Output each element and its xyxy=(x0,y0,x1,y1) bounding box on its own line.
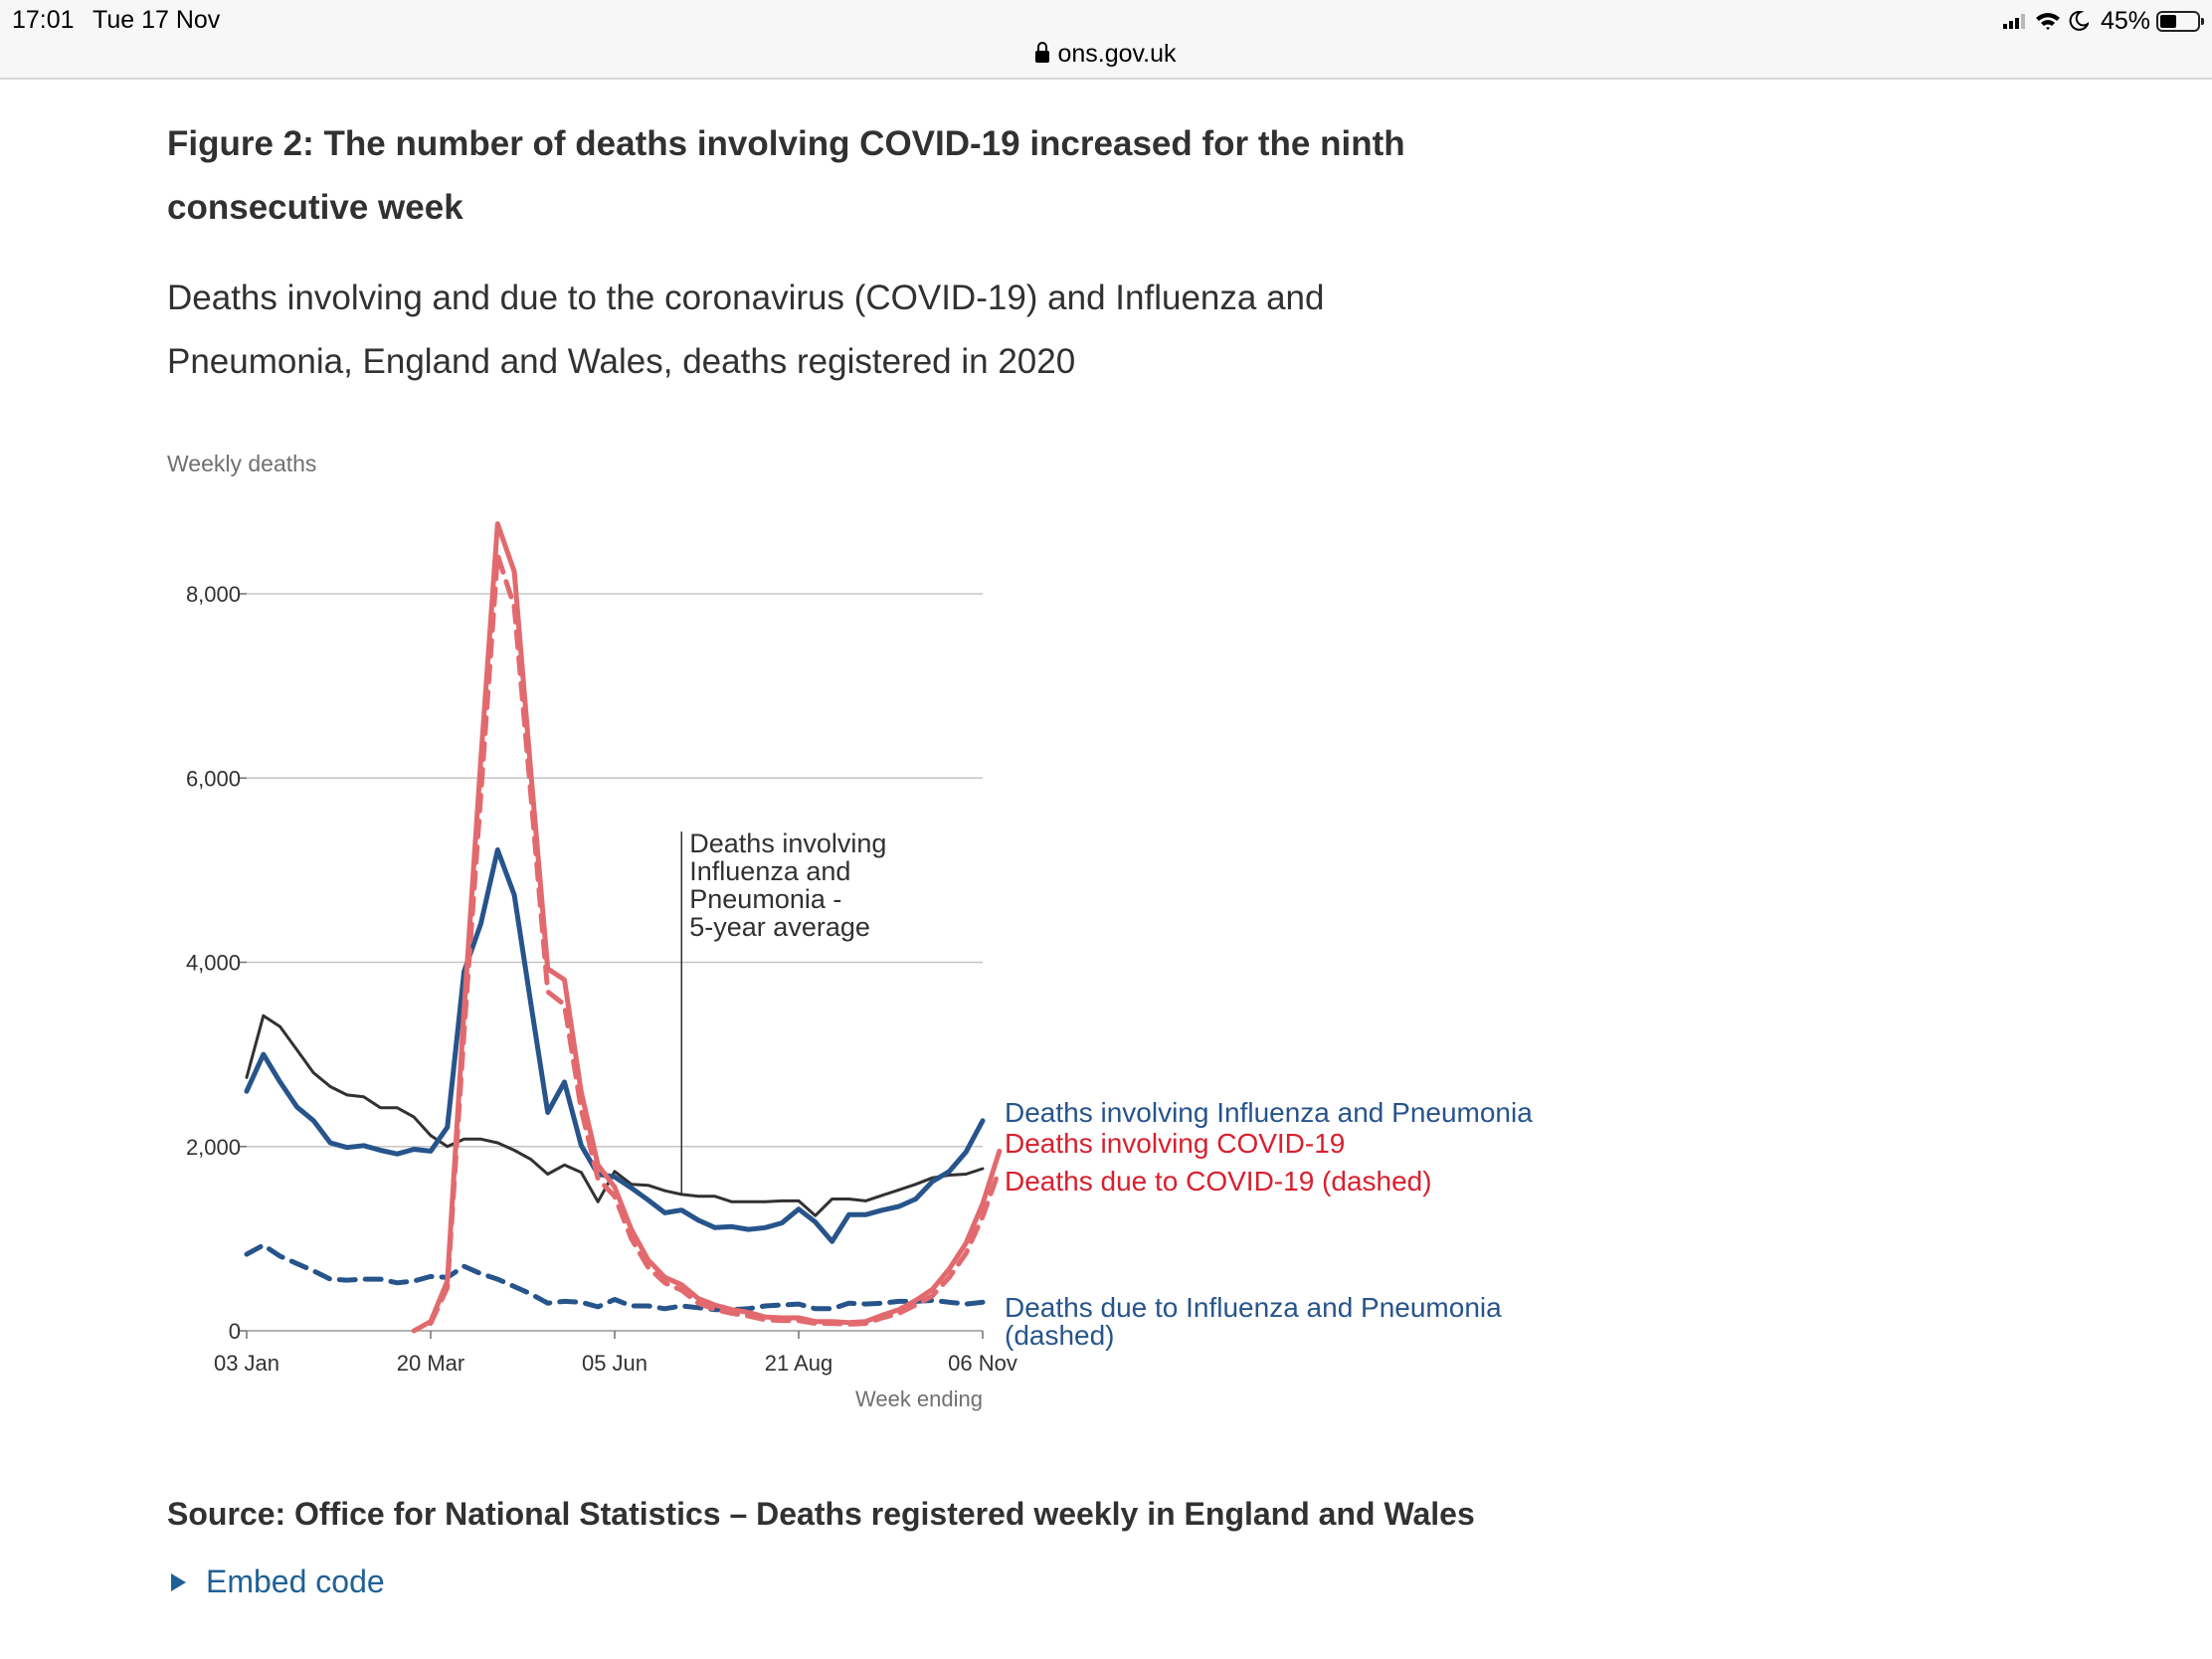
y-tick-label: 2,000 xyxy=(185,1134,241,1160)
moon-icon xyxy=(2069,11,2089,31)
x-tick-label: 05 Jun xyxy=(581,1351,648,1376)
y-tick-label: 8,000 xyxy=(185,582,241,607)
x-tick-label: 20 Mar xyxy=(396,1351,465,1376)
series-line-flu-due xyxy=(247,1245,983,1310)
embed-code-label: Embed code xyxy=(206,1564,385,1599)
triangle-right-icon xyxy=(171,1573,186,1591)
status-time: 17:01 xyxy=(12,6,75,34)
y-tick-label: 6,000 xyxy=(185,766,241,792)
x-tick-label: 06 Nov xyxy=(948,1351,1017,1376)
annotation-text: 5-year average xyxy=(689,912,870,942)
signal-icon xyxy=(2003,13,2025,29)
y-tick-label: 0 xyxy=(228,1319,241,1344)
x-tick-label: 21 Aug xyxy=(764,1351,833,1376)
y-axis-label: Weekly deaths xyxy=(167,451,317,476)
legend-label: (dashed) xyxy=(1005,1320,1115,1351)
legend-label: Deaths involving COVID-19 xyxy=(1005,1128,1346,1159)
url-text: ons.gov.uk xyxy=(1057,40,1177,68)
legend-label: Deaths involving Influenza and Pneumonia xyxy=(1005,1097,1533,1128)
series-line-covid-involving xyxy=(414,524,1000,1331)
embed-code-toggle[interactable] xyxy=(171,1564,385,1600)
figure-subtitle: Deaths involving and due to the coronavirus (COVID-19) and Influenza and Pneumonia, England and Wales, deaths registered in 2020 xyxy=(167,278,1325,381)
status-indicators xyxy=(2003,6,2200,36)
series-line-covid-due xyxy=(431,555,1000,1324)
battery-percent: 45% xyxy=(2100,6,2150,35)
annotation-text: Influenza and xyxy=(689,856,851,886)
y-tick-label: 4,000 xyxy=(185,950,241,976)
status-bar xyxy=(0,0,2212,80)
lock-icon xyxy=(1035,51,1049,63)
battery-icon xyxy=(2156,11,2200,32)
series-line-flu-involving xyxy=(247,850,983,1242)
series-line-avg xyxy=(247,1015,983,1215)
x-axis-label: Week ending xyxy=(854,1386,983,1411)
address-bar[interactable] xyxy=(0,40,2212,69)
source-note: Source: Office for National Statistics – Deaths registered weekly in England and Wales xyxy=(167,1496,1475,1532)
annotation-text: Pneumonia - xyxy=(689,884,842,914)
wifi-icon xyxy=(2035,11,2061,31)
legend-label: Deaths due to COVID-19 (dashed) xyxy=(1005,1166,1432,1197)
figure-title: Figure 2: The number of deaths involving COVID-19 increased for the ninth consecutive week xyxy=(167,124,1405,227)
x-tick-label: 03 Jan xyxy=(213,1351,280,1376)
legend-label: Deaths due to Influenza and Pneumonia xyxy=(1005,1292,1502,1323)
status-date: Tue 17 Nov xyxy=(92,6,221,34)
annotation-text: Deaths involving xyxy=(689,829,887,858)
